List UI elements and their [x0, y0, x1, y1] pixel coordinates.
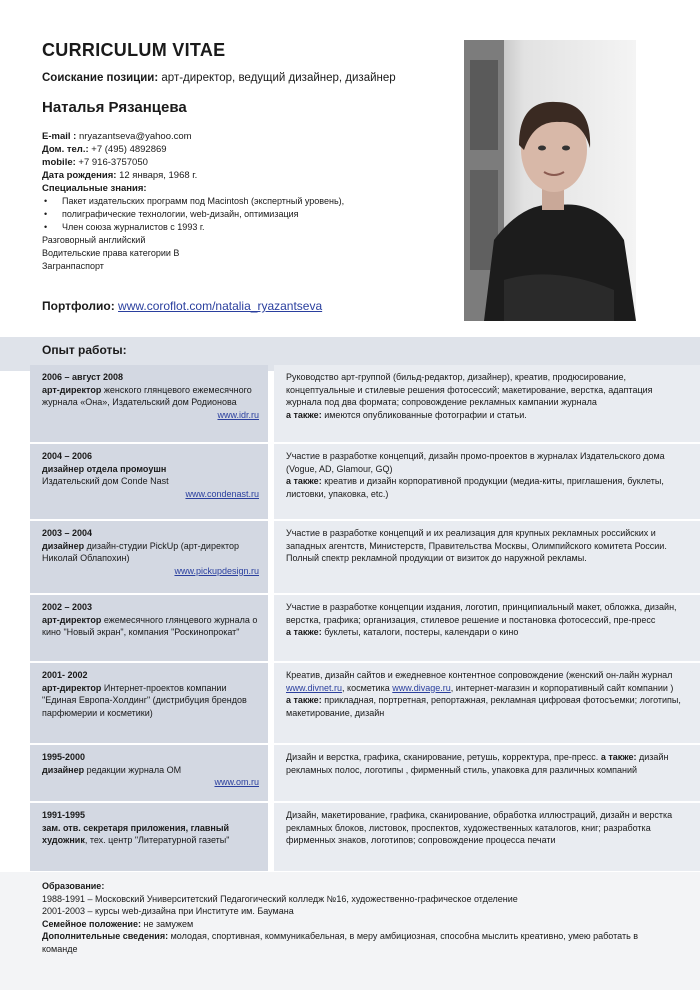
profile-photo	[464, 40, 636, 321]
job-desc: Издательский дом Conde Nast	[42, 476, 169, 486]
job-right-cell	[274, 595, 700, 661]
job-duties: Участие в разработке концепции издания, логотип, принципиальный макет, обложка, дизайн, верстка, графика; организация, стилевое решение и постановка фотосессий, пре-пресс	[286, 602, 677, 625]
also-text: буклеты, каталоги, постеры, календари о кино	[324, 627, 519, 637]
extra-info-label: Дополнительные сведения:	[42, 931, 169, 941]
job-duties: Дизайн, макетирование, графика, сканирование, обработка иллюстраций, дизайн и верстка рекламных блоков, листовок, проспектов, художественных каталогов, книг; разработка фирменных знаков, логотипов; сопровождение процесса печати	[286, 810, 673, 845]
job-site-link[interactable]: www.condenast.ru	[185, 488, 259, 499]
email-line	[42, 130, 344, 143]
job-role: арт-директор	[42, 384, 102, 395]
job-period: 2002 – 2003	[42, 602, 93, 612]
table-row	[30, 444, 700, 521]
portfolio-label: Портфолио:	[42, 299, 115, 313]
email-value: nryazantseva@yahoo.com	[78, 131, 192, 142]
job-desc: , тех. центр "Литературной газеты"	[84, 835, 230, 845]
job-duties: Дизайн и верстка, графика, сканирование, ретушь, корректура, пре-пресс.	[286, 752, 599, 762]
education-line: 2001-2003 – курсы web-дизайна при Институте им. Баумана	[42, 906, 294, 916]
table-row	[30, 595, 700, 663]
job-right-cell	[274, 521, 700, 593]
job-site-link[interactable]: www.idr.ru	[217, 409, 259, 420]
home-phone-label: Дом. тел.:	[42, 144, 89, 155]
job-duties: Креатив, дизайн сайтов и ежедневное контентное сопровождение (женский он-лайн журнал	[286, 670, 673, 680]
portfolio-line	[42, 299, 322, 313]
divnet-link[interactable]: www.divnet.ru	[286, 682, 343, 693]
job-duties-mid: , косметика	[342, 682, 393, 693]
education-label: Образование:	[42, 881, 105, 891]
list-item: • Член союза журналистов с 1993 г.	[42, 221, 344, 234]
position-value: арт-директор, ведущий дизайнер, дизайнер	[161, 72, 396, 84]
birth-line	[42, 169, 344, 182]
also-text: дизайн рекламных полос, логотипы , фирменный стиль, упаковка для различных компаний	[286, 752, 669, 775]
job-right-cell	[274, 745, 700, 801]
job-role: дизайнер	[42, 764, 85, 775]
skills-list	[42, 195, 344, 234]
job-left-cell	[30, 365, 268, 442]
education-line: 1988-1991 – Московский Университетский Педагогический колледж №16, художественно-графическое отделение	[42, 893, 518, 904]
also-text: креатив и дизайн корпоративной продукции (медиа-киты, приглашения, буклеты, листовки, упаковка, etc.)	[286, 476, 664, 499]
skills-title: Специальные знания:	[42, 183, 147, 194]
mobile-label: mobile:	[42, 157, 76, 168]
job-role: дизайнер	[42, 540, 85, 551]
also-label: а также:	[286, 695, 322, 705]
education-block	[42, 880, 642, 955]
job-role: арт-директор	[42, 614, 102, 625]
divage-link[interactable]: www.divage.ru	[392, 682, 451, 693]
job-duties: Участие в разработке концепций и их реализация для крупных рекламных российских и западных агентств, Министерств, Правительства Москвы, Олимпийского комитета России. Полный спектр рекламной продукции от визиток до наружной рекламы.	[286, 528, 667, 563]
job-duties: Руководство арт-группой (бильд-редактор, дизайнер), креатив, продюсирование, концептуальные и стилевые решения фотосессий; макетирование, верстка, адаптация журнала под два формата; сопровождение рекламных кампании журнала	[286, 372, 653, 407]
job-role: дизайнер отдела промоушн	[42, 463, 167, 474]
position-line	[42, 72, 396, 84]
table-row	[30, 745, 700, 803]
job-right-cell	[274, 365, 700, 442]
job-desc: дизайн-студии PickUp (арт-директор Николай Облапохин)	[42, 540, 240, 563]
job-right-cell	[274, 444, 700, 519]
mobile-line	[42, 156, 344, 169]
job-left-cell	[30, 663, 268, 743]
job-period: 2004 – 2006	[42, 451, 93, 461]
home-phone-value: +7 (495) 4892869	[91, 144, 167, 155]
family-label: Семейное положение:	[42, 918, 141, 929]
also-text: имеются опубликованные фотографии и статьи.	[324, 409, 527, 420]
also-label: а также:	[600, 752, 637, 762]
birth-label: Дата рождения:	[42, 170, 117, 181]
job-period: 2003 – 2004	[42, 528, 93, 538]
job-right-cell	[274, 803, 700, 871]
email-label: E-mail :	[42, 131, 77, 142]
position-label: Соискание позиции:	[42, 72, 159, 84]
job-desc: женского глянцевого ежемесячного журнала «Она», Издательский дом Родионова	[42, 384, 252, 407]
also-text: прикладная, портретная, репортажная, рекламная цифровая фотосъемки; логотипы, макетирование, дизайн	[286, 695, 681, 718]
job-left-cell	[30, 803, 268, 871]
home-phone-line	[42, 143, 344, 156]
portrait-illustration	[464, 40, 636, 321]
job-left-cell	[30, 595, 268, 661]
job-desc: Интернет-проектов компании "Единая Европа-Холдинг" (дистрибуция брендов парфюмерии и косметики)	[42, 682, 247, 718]
extra-info-value: молодая, спортивная, коммуникабельная, в меру амбициозная, способна мыслить креативно, умею работать в команде	[42, 931, 639, 954]
family-value: не замужем	[143, 918, 194, 929]
candidate-name: Наталья Рязанцева	[42, 99, 187, 116]
table-row	[30, 803, 700, 873]
extra-license: Водительские права категории В	[42, 248, 180, 258]
cv-title: CURRICULUM VITAE	[42, 40, 226, 60]
job-site-link[interactable]: www.om.ru	[214, 777, 259, 787]
job-site-link[interactable]: www.pickupdesign.ru	[174, 565, 259, 576]
birth-value: 12 января, 1968 г.	[119, 170, 198, 181]
job-duties: Участие в разработке концепций, дизайн промо-проектов в журналах Издательского дома (Vogue, AD, Glamour, GQ)	[286, 451, 665, 474]
extra-passport: Загранпаспорт	[42, 261, 104, 271]
job-period: 1991-1995	[42, 810, 86, 820]
experience-title: Опыт работы:	[42, 343, 127, 357]
list-item: • Пакет издательских программ под Macintosh (экспертный уровень),	[42, 195, 344, 208]
job-left-cell	[30, 444, 268, 519]
job-left-cell	[30, 745, 268, 801]
extra-language: Разговорный английский	[42, 235, 146, 245]
also-label: а также:	[286, 409, 322, 420]
table-row	[30, 521, 700, 595]
contacts-block	[42, 130, 344, 273]
job-period: 2006 – август 2008	[42, 372, 124, 382]
job-period: 1995-2000	[42, 752, 86, 762]
also-label: а также:	[286, 627, 322, 637]
list-item: • полиграфические технологии, web-дизайн, оптимизация	[42, 208, 344, 221]
job-desc: редакции журнала ОМ	[86, 764, 182, 775]
job-role: арт-директор	[42, 682, 102, 693]
mobile-value: +7 916-3757050	[78, 157, 148, 168]
job-right-cell	[274, 663, 700, 743]
job-desc: ежемесячного глянцевого журнала о кино "Новый экран", компания "Роскинопрокат"	[42, 614, 258, 637]
also-label: а также:	[286, 476, 322, 486]
job-left-cell	[30, 521, 268, 593]
experience-table	[30, 365, 700, 873]
table-row	[30, 365, 700, 444]
job-period: 2001- 2002	[42, 670, 88, 680]
job-role: зам. отв. секретаря приложения, главный художник	[42, 822, 230, 845]
table-row	[30, 663, 700, 745]
job-duties-post: , интернет-магазин и корпоративный сайт компании )	[450, 682, 674, 693]
portfolio-link[interactable]: www.coroflot.com/natalia_ryazantseva	[118, 299, 323, 313]
